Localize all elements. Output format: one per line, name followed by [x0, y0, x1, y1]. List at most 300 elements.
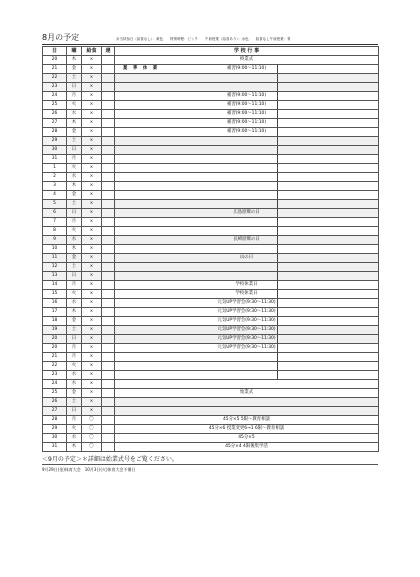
summer-period-line — [277, 74, 278, 82]
date-cell — [43, 200, 67, 209]
bus-cell — [102, 407, 115, 416]
date-cell-text: 25 — [51, 390, 58, 395]
bus-cell — [102, 128, 115, 137]
lunch-cell — [82, 245, 102, 254]
bus-cell — [102, 281, 115, 290]
dow-cell-text: 木 — [71, 183, 77, 188]
legend — [116, 36, 298, 41]
dow-cell-text: 日 — [71, 210, 77, 215]
bus-cell — [102, 119, 115, 128]
lunch-cell — [82, 281, 102, 290]
date-cell-text: 23 — [51, 84, 58, 89]
footer-subnote: 9月29日(金)体育大会 10月3日(火)体育大会予備日 — [42, 467, 136, 472]
event-cell — [115, 173, 379, 182]
summer-period-line — [277, 209, 278, 217]
event-cell-text: 広島原爆の日 — [233, 210, 260, 215]
page-title: 8月の予定 — [42, 33, 80, 42]
event-cell — [115, 407, 379, 416]
date-cell — [43, 146, 67, 155]
table-row — [43, 227, 379, 236]
event-cell — [115, 92, 379, 101]
date-cell — [43, 110, 67, 119]
date-cell — [43, 272, 67, 281]
dow-cell — [67, 290, 82, 299]
date-cell-text: 27 — [51, 408, 58, 413]
dow-cell — [67, 101, 82, 110]
table-row — [43, 299, 379, 308]
dow-cell-text: 金 — [71, 129, 77, 134]
table-row — [43, 200, 379, 209]
event-cell-text: 補習(9:00～11:10) — [226, 102, 267, 107]
summer-period-line — [277, 65, 278, 73]
date-cell — [43, 236, 67, 245]
summer-period-line — [277, 308, 278, 316]
lunch-cell — [82, 380, 102, 389]
date-cell-text: 16 — [51, 300, 58, 305]
date-cell-text: 22 — [51, 75, 58, 80]
dow-cell — [67, 272, 82, 281]
date-cell-text: 21 — [51, 354, 58, 359]
bus-cell — [102, 83, 115, 92]
lunch-cell — [82, 254, 102, 263]
summer-period-line — [277, 371, 278, 379]
event-cell — [115, 110, 379, 119]
date-cell-text: 28 — [51, 417, 58, 422]
table-row — [43, 119, 379, 128]
lunch-cell-text: × — [89, 129, 94, 134]
bus-cell — [102, 254, 115, 263]
table-row — [43, 83, 379, 92]
dow-cell-text: 土 — [71, 75, 77, 80]
lunch-cell — [82, 290, 102, 299]
event-cell — [115, 362, 379, 371]
lunch-cell-text: × — [89, 165, 94, 170]
bus-cell — [102, 344, 115, 353]
date-cell — [43, 317, 67, 326]
bus-cell — [102, 146, 115, 155]
table-row — [43, 290, 379, 299]
event-cell — [115, 56, 379, 65]
date-cell-text: 14 — [51, 282, 58, 287]
dow-cell-text: 火 — [71, 228, 77, 233]
date-cell-text: 24 — [51, 93, 58, 98]
dow-cell — [67, 146, 82, 155]
event-cell-text: 45分×5 5限～教育相談 — [223, 417, 270, 422]
table-row — [43, 443, 379, 452]
date-cell — [43, 371, 67, 380]
table-row — [43, 236, 379, 245]
table-row — [43, 308, 379, 317]
date-cell — [43, 389, 67, 398]
date-cell — [43, 434, 67, 443]
table-row — [43, 155, 379, 164]
dow-cell — [67, 65, 82, 74]
table-row — [43, 218, 379, 227]
date-cell-text: 13 — [51, 273, 58, 278]
table-row — [43, 245, 379, 254]
event-cell — [115, 353, 379, 362]
date-cell — [43, 299, 67, 308]
summer-period-line — [277, 155, 278, 163]
date-cell — [43, 137, 67, 146]
lunch-cell — [82, 218, 102, 227]
lunch-cell-text: × — [89, 336, 94, 341]
dow-cell — [67, 416, 82, 425]
event-cell-text: 元気UP学習会(9:30～11:30) — [217, 318, 276, 323]
dow-cell-text: 水 — [71, 237, 77, 242]
date-cell — [43, 344, 67, 353]
date-cell — [43, 263, 67, 272]
table-row — [43, 128, 379, 137]
date-cell — [43, 353, 67, 362]
event-cell — [115, 119, 379, 128]
date-cell — [43, 308, 67, 317]
event-cell — [115, 416, 379, 425]
table-row — [43, 281, 379, 290]
lunch-cell-text: × — [89, 246, 94, 251]
dow-cell-text: 土 — [71, 264, 77, 269]
lunch-cell — [82, 317, 102, 326]
event-cell — [115, 164, 379, 173]
dow-cell-text: 木 — [71, 246, 77, 251]
dow-cell — [67, 110, 82, 119]
dow-cell — [67, 56, 82, 65]
date-cell — [43, 83, 67, 92]
dow-cell-text: 火 — [71, 165, 77, 170]
date-cell-text: 29 — [51, 138, 58, 143]
bus-cell — [102, 218, 115, 227]
bus-cell — [102, 182, 115, 191]
lunch-cell-text: 〇 — [89, 444, 94, 449]
dow-cell-text: 金 — [71, 66, 77, 71]
date-cell — [43, 245, 67, 254]
table-row — [43, 326, 379, 335]
dow-cell-text: 月 — [71, 345, 77, 350]
summer-period-line — [277, 137, 278, 145]
event-cell-text: 補習(9:00～11:10) — [226, 93, 267, 98]
date-cell-text: 9 — [53, 237, 56, 242]
dow-cell — [67, 353, 82, 362]
table-row — [43, 182, 379, 191]
lunch-cell-text: × — [89, 201, 94, 206]
summer-period-line — [277, 110, 278, 118]
date-cell — [43, 362, 67, 371]
lunch-cell — [82, 200, 102, 209]
summer-period-line — [277, 236, 278, 244]
dow-cell-text: 日 — [71, 336, 77, 341]
event-cell — [115, 146, 379, 155]
dow-cell — [67, 191, 82, 200]
bus-cell — [102, 371, 115, 380]
dow-cell-text: 火 — [71, 102, 77, 107]
date-cell-text: 1 — [53, 165, 56, 170]
dow-cell — [67, 308, 82, 317]
event-cell-text: 学校休業日 — [235, 282, 258, 287]
table-row — [43, 65, 379, 74]
table-body — [43, 56, 379, 452]
dow-cell-text: 土 — [71, 327, 77, 332]
date-cell-text: 5 — [53, 201, 56, 206]
dow-cell — [67, 434, 82, 443]
date-cell-text: 15 — [51, 291, 58, 296]
event-cell — [115, 155, 379, 164]
col-events-header: 学 校 行 事 — [115, 47, 379, 56]
bus-cell — [102, 137, 115, 146]
dow-cell — [67, 200, 82, 209]
dow-cell-text: 金 — [71, 318, 77, 323]
lunch-cell — [82, 398, 102, 407]
bus-cell — [102, 209, 115, 218]
lunch-cell — [82, 164, 102, 173]
dow-cell-text: 水 — [71, 381, 77, 386]
lunch-cell — [82, 110, 102, 119]
date-cell-text: 3 — [53, 183, 56, 188]
lunch-cell — [82, 191, 102, 200]
date-cell-text: 8 — [53, 228, 56, 233]
col-dow-header: 曜 — [67, 47, 82, 56]
lunch-cell-text: × — [89, 192, 94, 197]
event-cell — [115, 326, 379, 335]
event-cell — [115, 74, 379, 83]
table-row — [43, 146, 379, 155]
lunch-cell — [82, 74, 102, 83]
dow-cell-text: 水 — [71, 372, 77, 377]
date-cell — [43, 335, 67, 344]
lunch-cell-text: × — [89, 219, 94, 224]
lunch-cell-text: 〇 — [89, 426, 94, 431]
dow-cell-text: 月 — [71, 93, 77, 98]
table-row — [43, 254, 379, 263]
lunch-cell — [82, 272, 102, 281]
event-cell — [115, 281, 379, 290]
bus-cell — [102, 398, 115, 407]
dow-cell — [67, 380, 82, 389]
date-cell-text: 24 — [51, 381, 58, 386]
summer-period-line — [277, 254, 278, 262]
dow-cell-text: 水 — [71, 174, 77, 179]
bus-cell — [102, 227, 115, 236]
dow-cell — [67, 344, 82, 353]
lunch-cell-text: × — [89, 408, 94, 413]
date-cell-text: 28 — [51, 129, 58, 134]
lunch-cell — [82, 389, 102, 398]
summer-period-line — [277, 362, 278, 370]
lunch-cell — [82, 308, 102, 317]
lunch-cell — [82, 92, 102, 101]
col-lunch-header: 給食 — [82, 47, 102, 56]
event-cell — [115, 83, 379, 92]
lunch-cell — [82, 443, 102, 452]
table-row — [43, 272, 379, 281]
date-cell-text: 20 — [51, 57, 58, 62]
event-cell-text: 始業式 — [239, 390, 254, 395]
date-cell-text: 29 — [51, 426, 58, 431]
lunch-cell-text: × — [89, 111, 94, 116]
bus-cell — [102, 299, 115, 308]
lunch-cell — [82, 182, 102, 191]
date-cell — [43, 164, 67, 173]
lunch-cell — [82, 407, 102, 416]
event-cell — [115, 290, 379, 299]
dow-cell — [67, 227, 82, 236]
lunch-cell — [82, 155, 102, 164]
table-row — [43, 344, 379, 353]
date-cell-text: 4 — [53, 192, 56, 197]
dow-cell — [67, 389, 82, 398]
table-row — [43, 110, 379, 119]
schedule-table — [42, 46, 379, 452]
table-row — [43, 101, 379, 110]
summer-period-line — [277, 128, 278, 136]
date-cell — [43, 173, 67, 182]
event-cell — [115, 191, 379, 200]
bus-cell — [102, 416, 115, 425]
lunch-cell-text: × — [89, 300, 94, 305]
dow-cell — [67, 137, 82, 146]
date-cell-text: 21 — [51, 66, 58, 71]
table-row — [43, 398, 379, 407]
lunch-cell — [82, 335, 102, 344]
summer-period-line — [277, 164, 278, 172]
dow-cell — [67, 263, 82, 272]
lunch-cell — [82, 146, 102, 155]
date-cell — [43, 101, 67, 110]
bus-cell — [102, 236, 115, 245]
lunch-cell — [82, 65, 102, 74]
lunch-cell-text: × — [89, 228, 94, 233]
event-cell-text: 学校休業日 — [235, 291, 258, 296]
date-cell — [43, 128, 67, 137]
dow-cell-text: 日 — [71, 273, 77, 278]
summer-period-line — [277, 146, 278, 154]
legend-item: 給食なし午前授業：青 — [255, 37, 291, 41]
dow-cell — [67, 299, 82, 308]
date-cell-text: 30 — [51, 147, 58, 152]
lunch-cell-text: 〇 — [89, 417, 94, 422]
event-cell — [115, 425, 379, 434]
col-date-header: 日 — [43, 47, 67, 56]
event-cell — [115, 398, 379, 407]
date-cell-text: 26 — [51, 399, 58, 404]
event-cell — [115, 263, 379, 272]
lunch-cell-text: × — [89, 309, 94, 314]
event-cell — [115, 344, 379, 353]
date-cell — [43, 380, 67, 389]
dow-cell — [67, 182, 82, 191]
date-cell-text: 20 — [51, 336, 58, 341]
date-cell-text: 19 — [51, 327, 58, 332]
event-cell-text: 元気UP学習会(9:30～11:30) — [217, 300, 276, 305]
schedule-sheet — [42, 32, 378, 473]
date-cell-text: 22 — [51, 363, 58, 368]
bus-cell — [102, 200, 115, 209]
dow-cell-text: 土 — [71, 201, 77, 206]
bus-cell — [102, 173, 115, 182]
dow-cell — [67, 398, 82, 407]
event-cell-text: 補習(9:00～11:10) — [226, 129, 267, 134]
bus-cell — [102, 308, 115, 317]
event-cell — [115, 182, 379, 191]
summer-period-line — [277, 173, 278, 181]
lunch-cell-text: × — [89, 57, 94, 62]
table-row — [43, 407, 379, 416]
lunch-cell — [82, 326, 102, 335]
table-row — [43, 209, 379, 218]
dow-cell — [67, 254, 82, 263]
lunch-cell — [82, 353, 102, 362]
dow-cell-text: 水 — [71, 300, 77, 305]
date-cell — [43, 254, 67, 263]
bus-cell — [102, 263, 115, 272]
date-cell-text: 2 — [53, 174, 56, 179]
date-cell-text: 12 — [51, 264, 58, 269]
bus-cell — [102, 245, 115, 254]
bus-cell — [102, 65, 115, 74]
date-cell — [43, 416, 67, 425]
table-row — [43, 317, 379, 326]
lunch-cell — [82, 263, 102, 272]
date-cell — [43, 92, 67, 101]
summer-period-line — [277, 83, 278, 91]
dow-cell-text: 木 — [71, 120, 77, 125]
event-cell — [115, 236, 379, 245]
event-cell-text: 長崎原爆の日 — [233, 237, 260, 242]
event-cell — [115, 443, 379, 452]
event-cell — [115, 317, 379, 326]
summer-period-line — [277, 245, 278, 253]
date-cell-text: 27 — [51, 120, 58, 125]
dow-cell-text: 土 — [71, 138, 77, 143]
dow-cell — [67, 92, 82, 101]
date-cell — [43, 119, 67, 128]
dow-cell-text: 火 — [71, 291, 77, 296]
table-row — [43, 353, 379, 362]
dow-cell — [67, 128, 82, 137]
dow-cell-text: 木 — [71, 309, 77, 314]
table-row — [43, 92, 379, 101]
event-cell-text: 45分×5 — [238, 435, 255, 440]
date-cell-text: 18 — [51, 318, 58, 323]
event-cell — [115, 380, 379, 389]
dow-cell — [67, 425, 82, 434]
table-row — [43, 362, 379, 371]
event-cell-text: 元気UP学習会(9:30～11:30) — [217, 336, 276, 341]
date-cell — [43, 209, 67, 218]
lunch-cell-text: × — [89, 381, 94, 386]
event-cell — [115, 128, 379, 137]
date-cell-text: 6 — [53, 210, 56, 215]
event-cell — [115, 200, 379, 209]
event-cell-text: 山の日 — [239, 255, 254, 260]
event-cell — [115, 335, 379, 344]
event-cell — [115, 371, 379, 380]
event-cell — [115, 245, 379, 254]
event-cell — [115, 389, 379, 398]
table-row — [43, 56, 379, 65]
lunch-cell — [82, 83, 102, 92]
summer-period-line — [277, 191, 278, 199]
lunch-cell — [82, 434, 102, 443]
summer-period-line — [277, 200, 278, 208]
summer-period-line — [277, 263, 278, 271]
event-cell — [115, 272, 379, 281]
lunch-cell-text: × — [89, 93, 94, 98]
bus-cell — [102, 362, 115, 371]
lunch-cell — [82, 101, 102, 110]
dow-cell-text: 月 — [71, 417, 77, 422]
lunch-cell-text: × — [89, 354, 94, 359]
dow-cell — [67, 83, 82, 92]
